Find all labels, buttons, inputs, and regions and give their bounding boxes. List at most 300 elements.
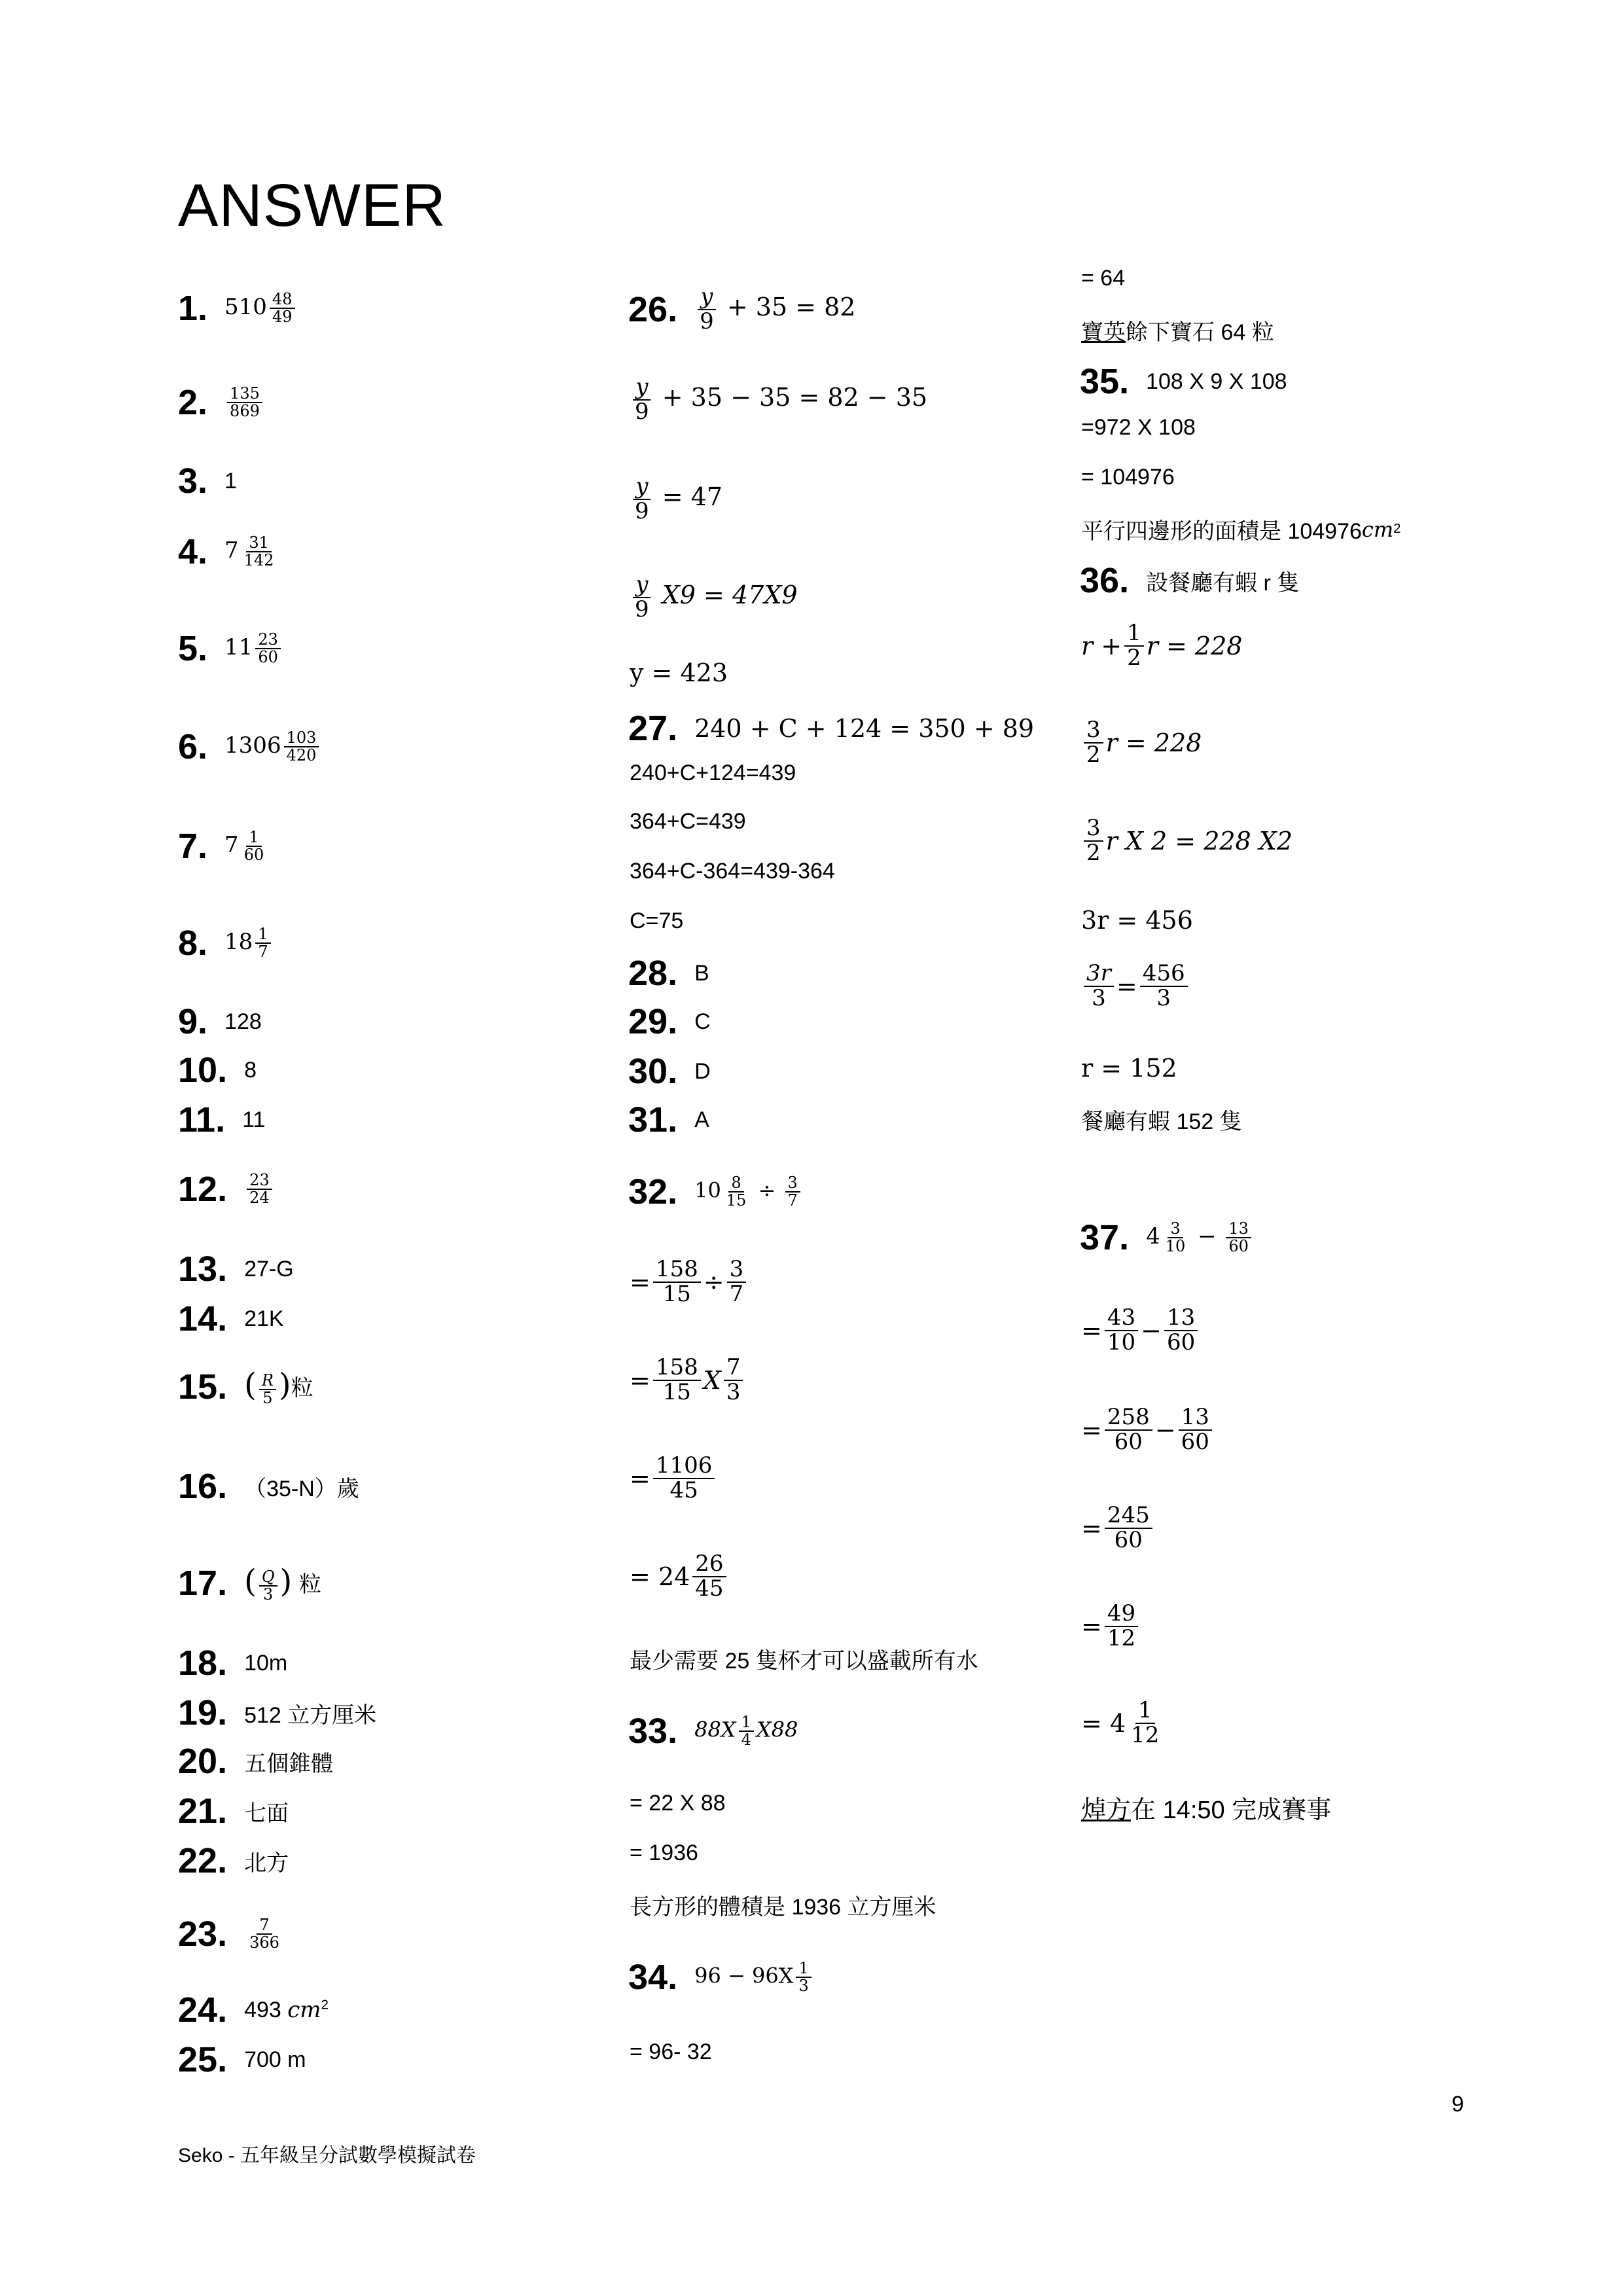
frac-den: 2 [1127,644,1141,671]
answer-value [224,386,265,420]
frac-num: 13 [1164,1306,1198,1331]
frac-den: 60 [1181,1428,1209,1455]
frac-den: 7 [787,1191,798,1210]
whole-number: 11 [224,634,253,660]
unit-suffix: 粒 [291,1375,313,1402]
conclusion-text: 餘下寶石 64 粒 [1126,320,1274,345]
operator: ÷ [703,1267,724,1297]
frac-num: 158 [653,1258,701,1283]
answer-value [242,1107,265,1133]
frac-num: y [633,376,651,401]
frac-num: 158 [653,1356,701,1381]
answer-value [224,535,279,569]
equation-text: r + [1081,631,1122,660]
frac-den: 9 [700,308,714,334]
answer-value [244,1306,284,1332]
frac-den: 9 [635,497,649,524]
whole-number: 18 [224,929,253,955]
answer-text: 1 [224,468,237,493]
operator: ÷ [758,1177,776,1203]
frac-den: 15 [726,1191,747,1210]
operator: = [1081,1611,1102,1641]
q33-header [628,1711,798,1751]
unit-exponent: 2 [1393,522,1401,536]
frac-den: 2 [1086,741,1101,768]
operator: = [1081,1513,1102,1543]
question-number: 8. [178,924,208,963]
frac-den: 9 [635,398,649,425]
answer-item [178,1050,257,1090]
frac-num: 1 [796,1960,811,1978]
question-number: 1. [178,289,208,328]
operator: = [1116,971,1137,1001]
q35-step: =972 X 108 [1081,415,1196,440]
frac-num: 1 [246,829,261,847]
q32-step-3 [630,1454,717,1502]
frac-den: 15 [662,1280,691,1307]
q36-step-5 [1081,962,1190,1010]
fraction [247,1172,272,1206]
answer-value [224,829,269,863]
answer-text: D [694,1058,711,1084]
frac-num: 3 [1168,1221,1183,1238]
whole-number: 10 [694,1177,721,1203]
answer-text: 10m [244,1650,288,1676]
operator: = [1081,1316,1102,1345]
answer-value [244,1746,333,1778]
question-number: 9. [178,1002,208,1041]
frac-den: 9 [635,596,649,622]
equation-text: X88 [756,1717,798,1742]
answer-item [178,1741,333,1782]
fraction [241,535,277,569]
conclusion-text: 平行四邊形的面積是 104976 [1081,519,1362,544]
unit: cm [287,1997,321,2023]
answer-item [178,826,269,867]
q32-step-1 [630,1258,749,1306]
name-underlined: 寶英 [1081,320,1126,345]
frac-den: 60 [1166,1329,1196,1355]
frac-num: 1 [255,926,270,944]
fraction [227,386,262,420]
frac-den: 10 [1107,1329,1136,1355]
page-title: ANSWER [178,172,446,239]
answer-value [244,1697,376,1729]
question-number: 13. [178,1249,228,1289]
page-footer: Seko - 五年級呈分試數學模擬試卷 [178,2145,476,2166]
question-number: 33. [628,1712,678,1751]
frac-den: 2 [1086,839,1101,866]
answer-item [178,1169,275,1210]
q26-step-1 [630,376,927,423]
answer-item [178,1299,284,1339]
answer-item [178,531,279,572]
q33-conclusion: 長方形的體積是 1936 立方厘米 [630,1895,936,1920]
frac-den: 45 [669,1477,698,1503]
question-number: 22. [178,1841,228,1880]
answer-item [178,1249,294,1289]
frac-num: 1 [1135,1699,1155,1724]
equation-text: 240 + C + 124 = 350 + 89 [694,714,1035,743]
frac-num: y [633,475,651,500]
question-number: 4. [178,532,208,571]
conclusion-text: 在 14:50 完成賽事 [1131,1797,1332,1824]
frac-num: 3r [1084,962,1114,987]
answer-value [244,1367,313,1407]
answer-text: （35-N）歲 [244,1476,359,1501]
q32-step-4 [630,1552,729,1600]
q36-step-4: 3r = 456 [1081,906,1193,935]
frac-num: 135 [227,386,262,403]
answer-value [244,1997,329,2023]
unit-exponent: 2 [321,1998,329,2013]
equation-text: 96 − 96X [694,1963,794,1988]
fraction [247,1917,282,1951]
q26-step-3 [630,573,798,621]
frac-num: 1106 [653,1454,715,1479]
question-number: 2. [178,383,208,422]
fraction [284,730,319,764]
question-number: 30. [628,1052,678,1091]
frac-num: 1 [739,1714,754,1732]
answer-item [178,382,265,423]
frac-num: 3 [1084,719,1103,744]
answer-value [224,632,283,666]
frac-den: 7 [729,1280,744,1307]
page-number: 9 [1452,2092,1464,2117]
answer-text: 五個錐體 [244,1751,334,1776]
question-number: 32. [628,1172,678,1211]
equation-text: 88X [694,1717,736,1742]
frac-num: 23 [247,1172,272,1190]
q30-answer [628,1051,711,1092]
frac-den: 420 [286,746,317,764]
q26-header [628,285,855,333]
frac-num: 3 [785,1175,800,1193]
answer-text: 21K [244,1306,284,1331]
frac-den: 142 [243,551,274,569]
frac-num: 3 [1084,817,1103,842]
equation-text: 設餐廳有蝦 r 隻 [1146,570,1300,596]
frac-den: 49 [272,308,293,326]
answer-text: 700 m [244,2047,306,2072]
question-number: 11. [178,1100,226,1139]
q32-step-2 [630,1356,745,1404]
q33-step: = 22 X 88 [630,1791,726,1816]
answer-text: 512 立方厘米 [244,1702,377,1728]
frac-num: 1 [1124,622,1144,647]
operator: = [1081,1415,1102,1444]
frac-den: 24 [249,1189,270,1207]
question-number: 6. [178,727,208,766]
question-number: 24. [178,1990,228,2030]
q37-step-3 [1081,1504,1155,1552]
frac-num: 258 [1105,1406,1152,1431]
frac-num: Q [259,1569,277,1587]
q27-header [628,708,1034,749]
equation-text: + 35 = 82 [726,293,856,322]
answer-text: 27-G [244,1256,294,1282]
frac-den: 4 [741,1731,751,1749]
answer-item [178,1914,285,1954]
equation-text: r X 2 = 228 X2 [1105,826,1293,855]
answer-value [224,926,274,960]
question-number: 27. [628,709,678,748]
operator: − [1198,1223,1217,1249]
q27-step: C=75 [630,908,684,933]
frac-den: 3 [726,1378,741,1405]
q37-step-1 [1081,1306,1200,1354]
equation-text: + 35 − 35 = 82 − 35 [662,383,928,412]
question-number: 21. [178,1791,228,1831]
paren-open: ( [244,1563,257,1600]
frac-den: 10 [1165,1237,1186,1255]
operator: − [1154,1415,1176,1444]
whole-number: 24 [658,1562,690,1591]
question-number: 20. [178,1742,228,1781]
operator: = [630,1463,651,1493]
frac-num: 7 [724,1356,743,1381]
answer-item [178,1791,289,1831]
frac-num: 31 [246,535,272,552]
answer-item [178,288,298,329]
q37-step-2 [1081,1406,1215,1454]
q37-header [1080,1217,1254,1258]
unit: cm [1361,516,1394,542]
answer-item [178,1001,262,1042]
question-number: 29. [628,1002,678,1041]
frac-num: y [698,285,715,310]
frac-den: 60 [1228,1237,1249,1255]
question-number: 14. [178,1299,228,1338]
frac-den: 869 [230,402,260,420]
answer-value [244,2047,306,2073]
answer-item [178,1693,376,1733]
answer-value [224,291,297,325]
name-underlined: 焯方 [1081,1797,1132,1824]
question-number: 28. [628,954,678,993]
answer-value [224,1009,262,1035]
q37-conclusion [1081,1789,1331,1825]
answer-item [178,1840,289,1881]
q34-header [628,1957,814,1998]
question-number: 15. [178,1367,228,1407]
frac-den: 15 [662,1378,691,1405]
q32-header [628,1172,803,1212]
q36-step-3 [1081,817,1293,865]
frac-den: 3 [1156,984,1171,1011]
answer-value [244,1257,294,1282]
q26-step-4 [630,658,728,687]
frac-num: 3 [727,1258,747,1283]
frac-num: 245 [1105,1504,1152,1529]
q27-step: 240+C+124=439 [630,761,796,785]
question-number: 36. [1080,561,1130,600]
operator: − [1141,1316,1162,1345]
question-number: 7. [178,827,208,866]
fraction [259,1569,277,1603]
answer-text: A [694,1107,709,1132]
q28-answer [628,953,709,994]
whole-number: 4 [1146,1223,1160,1249]
question-number: 5. [178,629,208,668]
frac-num: 13 [1179,1406,1212,1431]
q37-step-5 [1081,1699,1164,1747]
answer-text: 8 [244,1057,257,1083]
answer-text: 493 [244,1998,288,2022]
frac-num: 48 [270,291,295,309]
fraction [241,829,267,863]
operator: = [630,1365,651,1395]
question-number: 25. [178,2040,228,2079]
frac-den: 7 [258,942,268,961]
answer-item [178,2039,306,2080]
question-number: 19. [178,1693,228,1732]
frac-den: 3 [798,1977,809,1995]
fraction [255,926,270,960]
q34-step: = 96- 32 [630,2039,712,2064]
q36-header [1080,560,1299,601]
answer-value [224,730,321,764]
frac-den: 12 [1131,1721,1160,1748]
whole-number: 4 [1109,1708,1126,1738]
answer-value [244,1471,359,1503]
operator: = [630,1267,651,1297]
question-number: 18. [178,1643,228,1683]
question-number: 26. [628,289,678,329]
answer-value [244,1917,285,1951]
fraction [255,632,281,666]
unit-suffix: 粒 [292,1571,322,1598]
equation-text: r = 228 [1146,631,1243,660]
q31-answer [628,1100,709,1140]
answer-value [244,1845,289,1877]
q35-conclusion [1081,513,1401,545]
frac-den: 60 [1114,1526,1143,1553]
frac-num: 23 [255,632,281,649]
answer-text: 北方 [244,1850,289,1876]
frac-num: 103 [284,730,319,747]
frac-num: 13 [1226,1221,1251,1238]
q34-conclusion [1081,314,1274,346]
frac-den: 60 [1114,1428,1143,1455]
answer-text: 七面 [244,1801,289,1826]
fraction [259,1372,276,1407]
frac-den: 3 [263,1585,274,1604]
question-number: 17. [178,1564,228,1603]
answer-value [244,1563,321,1603]
q36-step-6: r = 152 [1081,1054,1177,1083]
whole-number: 7 [224,832,239,858]
question-number: 37. [1080,1218,1130,1257]
frac-den: 12 [1107,1624,1136,1651]
answer-item [178,1367,313,1407]
q37-step-4 [1081,1602,1141,1650]
answer-item [178,628,283,669]
q36-conclusion: 餐廳有蝦 152 隻 [1081,1109,1242,1134]
q35-header [1080,361,1287,402]
q26-step-2 [630,475,722,523]
whole-number: 7 [224,537,239,564]
frac-num: 8 [728,1175,743,1193]
frac-num: 26 [692,1552,726,1577]
answer-text: B [694,960,709,986]
answer-text: 128 [224,1009,262,1034]
question-number: 16. [178,1467,228,1506]
operator: X [703,1365,721,1395]
whole-number: 510 [224,294,267,320]
frac-num: R [259,1372,276,1390]
answer-item [178,1100,265,1140]
answer-item [178,923,274,963]
q27-step: 364+C-364=439-364 [630,859,835,884]
question-number: 23. [178,1914,228,1954]
equation-text: 108 X 9 X 108 [1146,368,1287,394]
question-number: 31. [628,1100,678,1139]
q36-step-1 [1081,622,1242,670]
q34-step: = 64 [1081,266,1126,291]
question-number: 3. [178,461,208,501]
frac-den: 366 [249,1933,279,1952]
answer-item [178,1990,329,2030]
answer-value [244,1651,287,1676]
frac-num: 49 [1105,1602,1138,1627]
answer-item [178,1466,359,1507]
paren-open: ( [244,1367,257,1404]
whole-number: 1306 [224,732,281,759]
answer-value [244,1795,289,1827]
q33-step: = 1936 [630,1840,698,1865]
equation-text: r = 228 [1105,728,1202,757]
answer-text: 11 [242,1107,266,1132]
q27-step: 364+C=439 [630,809,746,834]
frac-num: 43 [1105,1306,1138,1331]
frac-den: 60 [258,648,278,666]
q36-step-2 [1081,719,1202,766]
answer-value [224,469,237,494]
answer-value [244,1058,257,1083]
equation-text: X9 = 47X9 [662,581,798,610]
answer-item [178,1563,321,1604]
operator: = [1081,1708,1102,1738]
answer-item [178,461,237,501]
question-number: 12. [178,1170,228,1209]
q35-step: = 104976 [1081,465,1175,490]
frac-num: y [633,573,651,598]
fraction [270,291,295,325]
frac-den: 45 [695,1575,724,1602]
frac-num: 456 [1140,962,1188,987]
operator: = [630,1562,651,1591]
q32-conclusion: 最少需要 25 隻杯才可以盛載所有水 [630,1649,978,1674]
equation-text: y = 423 [630,658,728,687]
q29-answer [628,1001,711,1042]
answer-item [178,726,321,767]
answer-text: C [694,1009,711,1034]
frac-den: 3 [1092,984,1106,1011]
question-number: 10. [178,1050,228,1090]
question-number: 35. [1080,362,1130,401]
paren-close: ) [278,1367,291,1404]
answer-item [178,1643,287,1683]
frac-num: 7 [257,1917,272,1935]
equation-text: = 47 [662,482,723,512]
frac-den: 60 [243,846,264,864]
question-number: 34. [628,1958,678,1997]
answer-value [244,1172,275,1206]
paren-close: ) [279,1563,293,1600]
frac-den: 5 [262,1389,273,1408]
